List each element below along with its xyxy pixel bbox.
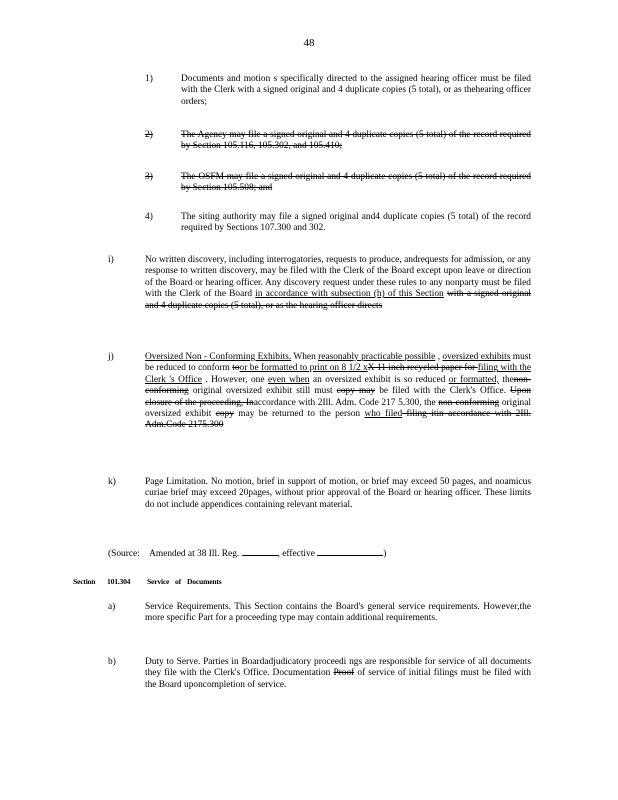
para-i-text [145,255,531,312]
para-j-seg: may be returned to the person [233,409,365,420]
para-j-ins: reasonably practicable possible [318,352,436,362]
para-b-deletion: Proof [333,668,355,679]
source-amended: Amended at 38 Ill. Reg. [149,549,240,559]
para-j-del: copy may [336,386,376,397]
para-i-deletion: with a signed original and 4 duplicate copies (5 total), or as the hearing officer directs [145,289,531,311]
para-j-seg: must be reduced to conform [145,352,532,374]
source-open: (Source: [108,549,140,559]
para-j-del: non-conforming [438,397,500,408]
para-j-ins: filing with the Clerk 's Office [145,363,531,385]
para-k-text: Page Limitation. No motion, brief in support of motion, or brief may exceed 50 pages, and noamicus curiae brief may exceed 20pages, without prior approval of the Board or hearing officer. These limits do not include appendices containing relevant material. [145,477,531,510]
item-2-text: The Agency may file a signed original and 4 duplicate copies (5 total) of the record required by Section 105.116, 105.302, and 105.410; [181,130,531,152]
para-j-ins: or be formatted to print on 8 1/2 x [239,363,368,374]
para-j-ins: oversized exhibits [442,352,511,362]
para-j-text [145,352,531,432]
item-4-label: 4) [145,212,153,222]
section-title-3: Documents [187,577,222,586]
para-i-label: i) [108,255,114,265]
source-close: ) [383,549,387,559]
para-j-del: non-conforming [145,374,531,397]
para-j-seg: , [435,352,443,362]
para-k-label: k) [108,477,116,487]
para-b-seg: of service of initial filings must be filed with the Board uponcompletion of service. [145,668,531,690]
item-4-text: The siting authority may file a signed original and4 duplicate copies (5 total) of the record required by Sections 107.300 and 302. [181,212,531,234]
page-number: 48 [303,37,315,49]
para-j-ins: even when [267,374,310,385]
para-j-seg: . However, one [201,374,268,385]
para-j-seg: be filed with the Clerk's Office. [375,386,511,397]
para-j-seg: an oversized exhibit is so reduced [309,374,449,385]
item-2-label: 2) [145,130,153,140]
para-j-seg: the [498,374,514,385]
reg-page-blank [242,546,278,556]
source-note [108,546,386,559]
item-3-label: 3) [145,172,153,182]
para-j-del: Upon closure of the proceeding, In [145,386,531,408]
para-i-insertion: in accordance with subsection (h) of this Section [255,289,444,300]
para-j-seg: original oversized exhibit still must [188,386,337,397]
item-3-text: The OSFM may file a signed original and 4 duplicate copies (5 total) of the record required by Section 105.508; and [181,172,531,194]
para-j-label: j) [108,352,114,362]
para-j-heading: Oversized Non - Conforming Exhibits. [145,352,292,362]
para-j-seg: accordance with 2Ill. Adm. Code 217 5.300, the [253,397,439,408]
para-j-seg: When [291,352,319,362]
para-j-ins: or formatted, [448,374,499,385]
para-j-seg: original oversized exhibit [145,397,531,420]
para-j-del: in accordance with 2Ill. Adm.Code 2175.300 [145,409,532,431]
para-i-body: No written discovery, including interrogatories, requests to produce, andrequests for admission, or any response to written discovery, may be filed with the Clerk of the Board except upon leave or direction of the Board or hearing officer. Any discovery request under these rules to any nonparty must be filed with the Clerk of the Board [145,255,531,300]
para-j-del: X 11 inch recycled paper for [367,363,478,374]
para-j-del: to [232,363,240,374]
item-1-text: Documents and motion s specifically directed to the assigned hearing officer must be filed with the Clerk with a signed original and 4 duplicate copies (5 total), or as thehearing officer orders; [181,74,531,107]
item-1-label: 1) [145,74,153,84]
para-a-label: a) [108,602,116,612]
para-a-text: Service Requirements. This Section contains the Board's general service requirements. However,the more specific Part for a proceeding type may contain additional requirements. [145,602,531,624]
section-heading [73,577,221,586]
para-j-ins: who filed [364,409,403,420]
section-title-1: Service [147,577,170,586]
section-number: 101.304 [107,577,131,586]
para-b-text [145,657,531,691]
source-effective: , effective [277,549,315,559]
effective-date-blank [317,546,383,556]
para-j-del: copy [215,409,234,420]
section-title-2: of [175,577,181,586]
para-b-label: b) [108,657,116,667]
section-label: Section [73,577,96,586]
para-b-seg: Duty to Serve. Parties in Boardadjudicatory proceedi ngs are responsible for service of all documents they file with the Clerk's Office. Documentation [145,657,531,679]
para-j-del: filing it [402,409,437,420]
